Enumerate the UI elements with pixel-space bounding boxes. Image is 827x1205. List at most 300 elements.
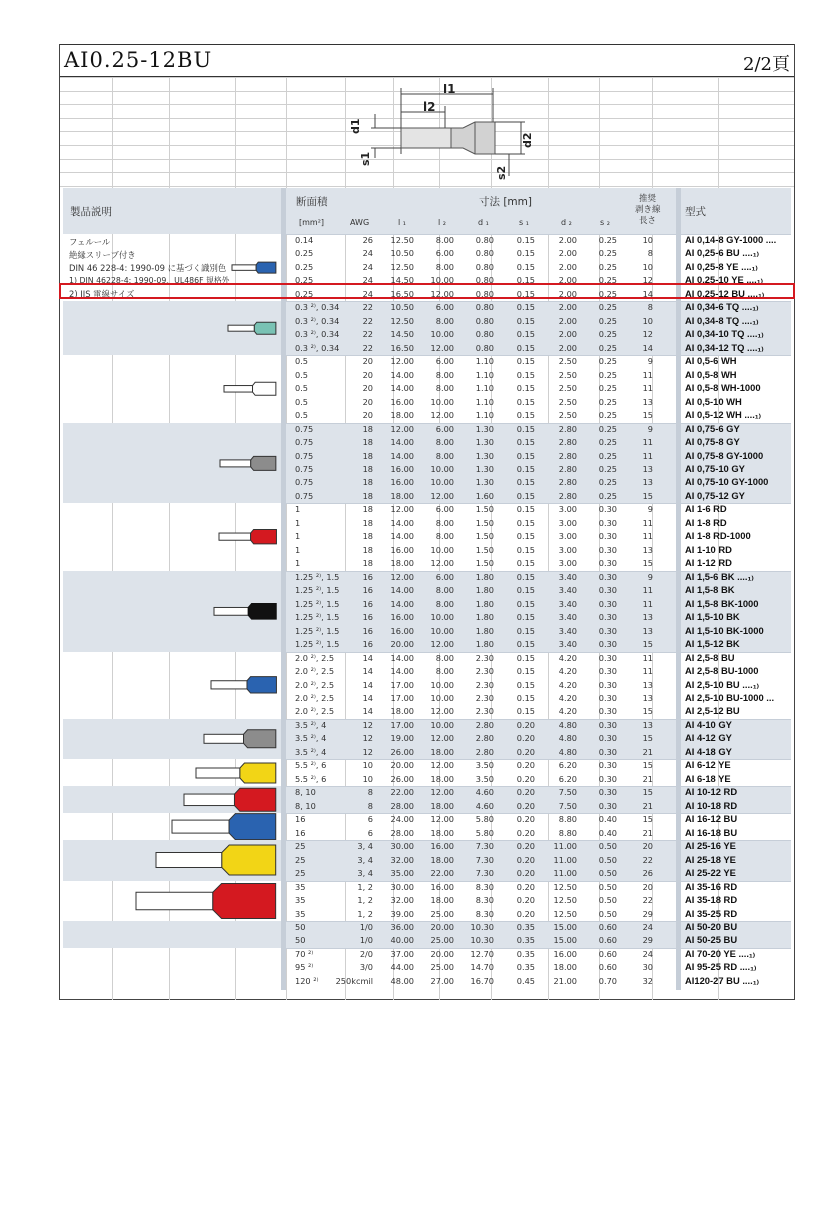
cell-s2: 0.30 — [598, 598, 617, 609]
cell-d2: 3.40 — [558, 571, 577, 582]
cell-d2: 4.20 — [558, 666, 577, 677]
cell-d2: 4.20 — [558, 692, 577, 703]
cell-s2: 0.50 — [598, 895, 617, 906]
cell-s2: 0.25 — [598, 329, 617, 340]
cell-awg: 18 — [362, 437, 373, 448]
cell-type: AI 1,5-8 BK — [685, 584, 735, 596]
cell-area: 1.25 ²⁾, 1.5 — [295, 639, 340, 650]
cell-d2: 3.00 — [558, 544, 577, 555]
cell-awg: 12 — [362, 733, 373, 744]
cell-s2: 0.30 — [598, 625, 617, 636]
cell-l1: 10.50 — [390, 248, 414, 259]
cell-l1: 16.00 — [390, 544, 414, 555]
cell-type: AI120-27 BU ....₁₎ — [685, 974, 759, 986]
cell-awg: 3, 4 — [357, 868, 373, 879]
cell-l1: 18.00 — [390, 558, 414, 569]
cell-d1: 1.30 — [475, 477, 494, 488]
cell-d1: 0.80 — [475, 329, 494, 340]
cell-strip-length: 15 — [642, 814, 653, 825]
label-d1: d1 — [349, 118, 362, 134]
cell-d1: 2.30 — [475, 652, 494, 663]
cell-awg: 18 — [362, 477, 373, 488]
cell-d2: 2.50 — [558, 396, 577, 407]
table-row — [0, 530, 827, 543]
cell-s1: 0.15 — [516, 652, 535, 663]
cell-s2: 0.25 — [598, 235, 617, 245]
cell-strip-length: 29 — [642, 908, 653, 919]
cell-area: 3.5 ²⁾, 4 — [295, 746, 327, 757]
cell-d2: 2.00 — [558, 302, 577, 313]
cell-s2: 0.60 — [598, 921, 617, 932]
cell-strip-length: 29 — [642, 935, 653, 946]
cell-s2: 0.30 — [598, 544, 617, 555]
header-area: 断面積 — [296, 196, 328, 208]
table-row — [0, 503, 827, 516]
cell-area: 1 — [295, 558, 301, 569]
cell-s1: 0.15 — [516, 625, 535, 636]
cell-d2: 2.50 — [558, 369, 577, 380]
cell-s1: 0.15 — [516, 275, 535, 286]
cell-area: 0.5 — [295, 396, 309, 407]
cell-awg: 14 — [362, 706, 373, 717]
cell-area: 0.3 ²⁾, 0.34 — [295, 329, 340, 340]
cell-area: 8, 10 — [295, 787, 316, 798]
cell-awg: 12 — [362, 746, 373, 757]
cell-d1: 3.50 — [475, 773, 494, 784]
cell-awg: 10 — [362, 760, 373, 771]
cell-type: AI 0,75-8 GY-1000 — [685, 449, 764, 461]
cell-s2: 0.25 — [598, 248, 617, 259]
cell-d1: 2.30 — [475, 666, 494, 677]
cell-d1: 1.50 — [475, 544, 494, 555]
cell-l2: 27.00 — [430, 975, 454, 986]
ferrule-color-icon — [213, 602, 277, 627]
cell-type: AI 0,25-12 BU ....₁₎ — [685, 287, 765, 299]
cell-d2: 2.00 — [558, 235, 577, 245]
cell-l2: 8.00 — [435, 652, 454, 663]
cell-d1: 1.60 — [475, 490, 494, 501]
cell-l2: 6.00 — [435, 356, 454, 367]
cell-l2: 8.00 — [435, 235, 454, 245]
cell-s1: 0.15 — [516, 517, 535, 528]
cell-l2: 10.00 — [430, 396, 454, 407]
cell-d1: 16.70 — [470, 975, 494, 986]
cell-area: 1.25 ²⁾, 1.5 — [295, 571, 340, 582]
table-row — [0, 975, 827, 988]
cell-type: AI 1-6 RD — [685, 503, 727, 515]
cell-d2: 2.80 — [558, 450, 577, 461]
cell-type: AI 1,5-12 BK — [685, 638, 740, 650]
cell-s1: 0.20 — [516, 760, 535, 771]
cell-area: 16 — [295, 827, 306, 838]
cell-s1: 0.15 — [516, 383, 535, 394]
cell-l2: 12.00 — [430, 558, 454, 569]
table-row — [0, 786, 827, 799]
cell-l1: 12.50 — [390, 315, 414, 326]
cell-l2: 16.00 — [430, 881, 454, 892]
cell-strip-length: 12 — [642, 329, 653, 340]
cell-d1: 1.50 — [475, 504, 494, 515]
cell-awg: 22 — [362, 329, 373, 340]
cell-d1: 1.30 — [475, 423, 494, 434]
table-row — [0, 557, 827, 570]
cell-d2: 2.00 — [558, 261, 577, 272]
cell-awg: 10 — [362, 773, 373, 784]
cell-l1: 12.50 — [390, 261, 414, 272]
header-type: 型式 — [685, 206, 706, 218]
cell-d2: 2.00 — [558, 288, 577, 299]
cell-s1: 0.15 — [516, 504, 535, 515]
cell-s2: 0.25 — [598, 261, 617, 272]
cell-l1: 30.00 — [390, 881, 414, 892]
cell-d1: 0.80 — [475, 342, 494, 353]
cell-strip-length: 15 — [642, 410, 653, 421]
cell-l2: 12.00 — [430, 787, 454, 798]
cell-d1: 7.30 — [475, 841, 494, 852]
cell-l1: 16.00 — [390, 477, 414, 488]
cell-l2: 18.00 — [430, 854, 454, 865]
cell-s2: 0.60 — [598, 962, 617, 973]
label-d2: d2 — [521, 132, 534, 148]
cell-d2: 15.00 — [553, 935, 577, 946]
cell-d2: 21.00 — [553, 975, 577, 986]
cell-d2: 7.50 — [558, 800, 577, 811]
cell-d2: 11.00 — [553, 841, 577, 852]
cell-s2: 0.30 — [598, 746, 617, 757]
cell-d1: 1.80 — [475, 612, 494, 623]
cell-d2: 6.20 — [558, 760, 577, 771]
cell-l1: 14.50 — [390, 329, 414, 340]
cell-d1: 5.80 — [475, 814, 494, 825]
cell-d1: 1.50 — [475, 531, 494, 542]
cell-awg: 14 — [362, 666, 373, 677]
cell-d1: 1.50 — [475, 558, 494, 569]
cell-strip-length: 30 — [642, 962, 653, 973]
cell-s1: 0.20 — [516, 841, 535, 852]
cell-d2: 3.00 — [558, 558, 577, 569]
cell-s1: 0.15 — [516, 531, 535, 542]
header-d2: d ₂ — [561, 218, 572, 227]
cell-l1: 37.00 — [390, 948, 414, 959]
cell-s2: 0.50 — [598, 881, 617, 892]
cell-s2: 0.25 — [598, 477, 617, 488]
cell-s1: 0.20 — [516, 719, 535, 730]
cell-d2: 2.80 — [558, 437, 577, 448]
table-row — [0, 234, 827, 247]
cell-l1: 14.00 — [390, 383, 414, 394]
table-row — [0, 490, 827, 503]
cell-d1: 4.60 — [475, 787, 494, 798]
table-row — [0, 611, 827, 624]
cell-strip-length: 9 — [647, 504, 653, 515]
cell-awg: 1, 2 — [357, 908, 373, 919]
cell-s2: 0.70 — [598, 975, 617, 986]
cell-type: AI 0,5-6 WH — [685, 355, 737, 367]
cell-type: AI 10-12 RD — [685, 786, 738, 798]
table-row — [0, 961, 827, 974]
table-row — [0, 544, 827, 557]
cell-l1: 48.00 — [390, 975, 414, 986]
cell-l1: 12.00 — [390, 356, 414, 367]
cell-d1: 10.30 — [470, 921, 494, 932]
cell-s1: 0.20 — [516, 895, 535, 906]
cell-s1: 0.35 — [516, 921, 535, 932]
cell-d2: 2.00 — [558, 315, 577, 326]
table-row — [0, 827, 827, 840]
cell-l1: 14.00 — [390, 437, 414, 448]
cell-awg: 18 — [362, 423, 373, 434]
cell-l1: 14.00 — [390, 585, 414, 596]
cell-type: AI 0,5-10 WH — [685, 395, 742, 407]
cell-awg: 18 — [362, 544, 373, 555]
cell-strip-length: 13 — [642, 396, 653, 407]
cell-d2: 3.40 — [558, 639, 577, 650]
cell-type: AI 1-8 RD — [685, 516, 727, 528]
table-row — [0, 921, 827, 934]
cell-l2: 6.00 — [435, 504, 454, 515]
cell-l2: 12.00 — [430, 760, 454, 771]
cell-l2: 12.00 — [430, 342, 454, 353]
cell-awg: 3, 4 — [357, 854, 373, 865]
cell-strip-length: 13 — [642, 679, 653, 690]
table-row — [0, 719, 827, 732]
cell-l1: 44.00 — [390, 962, 414, 973]
cell-d1: 10.30 — [470, 935, 494, 946]
cell-s2: 0.25 — [598, 369, 617, 380]
cell-s1: 0.15 — [516, 612, 535, 623]
cell-awg: 24 — [362, 248, 373, 259]
cell-d2: 6.20 — [558, 773, 577, 784]
cell-type: AI 35-18 RD — [685, 894, 738, 906]
table-row — [0, 517, 827, 530]
cell-s1: 0.15 — [516, 706, 535, 717]
table-row — [0, 908, 827, 921]
cell-awg: 22 — [362, 315, 373, 326]
table-row — [0, 382, 827, 395]
cell-s2: 0.30 — [598, 800, 617, 811]
cell-awg: 2/0 — [359, 948, 373, 959]
table-row — [0, 476, 827, 489]
cell-awg: 24 — [362, 288, 373, 299]
cell-l2: 8.00 — [435, 531, 454, 542]
cell-l1: 12.00 — [390, 423, 414, 434]
cell-s2: 0.50 — [598, 868, 617, 879]
cell-type: AI 4-12 GY — [685, 732, 732, 744]
cell-awg: 24 — [362, 261, 373, 272]
cell-strip-length: 21 — [642, 746, 653, 757]
cell-l2: 25.00 — [430, 908, 454, 919]
ferrule-color-icon — [218, 528, 277, 551]
cell-s1: 0.15 — [516, 571, 535, 582]
cell-awg: 8 — [367, 787, 373, 798]
cell-l1: 30.00 — [390, 841, 414, 852]
cell-s1: 0.20 — [516, 800, 535, 811]
cell-s2: 0.30 — [598, 773, 617, 784]
cell-l2: 12.00 — [430, 639, 454, 650]
cell-type: AI 50-25 BU — [685, 934, 738, 946]
cell-l1: 14.00 — [390, 531, 414, 542]
cell-type: AI 2,5-10 BU ....₁₎ — [685, 678, 759, 690]
cell-d1: 8.30 — [475, 895, 494, 906]
cell-type: AI 35-16 RD — [685, 880, 738, 892]
cell-l1: 20.00 — [390, 760, 414, 771]
cell-awg: 16 — [362, 639, 373, 650]
cell-type: AI 1,5-6 BK ....₁₎ — [685, 570, 754, 582]
cell-d2: 3.40 — [558, 625, 577, 636]
cell-s1: 0.20 — [516, 746, 535, 757]
cell-d2: 4.20 — [558, 706, 577, 717]
cell-s2: 0.30 — [598, 760, 617, 771]
cell-d1: 7.30 — [475, 868, 494, 879]
cell-s2: 0.30 — [598, 666, 617, 677]
ferrule-color-icon — [231, 261, 277, 280]
cell-l2: 10.00 — [430, 692, 454, 703]
table-row — [0, 934, 827, 947]
cell-area: 8, 10 — [295, 800, 316, 811]
label-l1: l1 — [443, 84, 456, 96]
cell-l2: 12.00 — [430, 706, 454, 717]
table-row — [0, 813, 827, 826]
cell-strip-length: 15 — [642, 639, 653, 650]
cell-d1: 1.80 — [475, 598, 494, 609]
cell-type: AI 1,5-8 BK-1000 — [685, 597, 759, 609]
cell-area: 2.0 ²⁾, 2.5 — [295, 706, 335, 717]
cell-l1: 14.50 — [390, 275, 414, 286]
cell-l2: 8.00 — [435, 315, 454, 326]
table-row — [0, 652, 827, 665]
cell-s2: 0.30 — [598, 612, 617, 623]
cell-area: 0.3 ²⁾, 0.34 — [295, 342, 340, 353]
cell-type: AI 0,75-10 GY-1000 — [685, 476, 769, 488]
cell-s1: 0.15 — [516, 450, 535, 461]
cell-s1: 0.15 — [516, 410, 535, 421]
cell-awg: 16 — [362, 571, 373, 582]
cell-awg: 8 — [367, 800, 373, 811]
cell-awg: 18 — [362, 504, 373, 515]
cell-s1: 0.15 — [516, 666, 535, 677]
cell-area: 1.25 ²⁾, 1.5 — [295, 625, 340, 636]
cell-awg: 26 — [362, 235, 373, 245]
cell-l2: 10.00 — [430, 679, 454, 690]
cell-s2: 0.25 — [598, 437, 617, 448]
table-row — [0, 584, 827, 597]
cell-s1: 0.15 — [516, 692, 535, 703]
cell-d1: 2.30 — [475, 706, 494, 717]
cell-type: AI 0,5-8 WH-1000 — [685, 382, 761, 394]
cell-awg: 16 — [362, 625, 373, 636]
cell-l2: 8.00 — [435, 369, 454, 380]
cell-l2: 12.00 — [430, 733, 454, 744]
cell-l1: 14.00 — [390, 666, 414, 677]
ferrule-dimension-diagram — [345, 84, 535, 184]
cell-d2: 8.80 — [558, 827, 577, 838]
cell-area: 0.5 — [295, 369, 309, 380]
cell-awg: 24 — [362, 275, 373, 286]
cell-strip-length: 10 — [642, 235, 653, 245]
cell-d2: 15.00 — [553, 921, 577, 932]
cell-s2: 0.30 — [598, 706, 617, 717]
cell-d1: 1.10 — [475, 410, 494, 421]
cell-l2: 10.00 — [430, 463, 454, 474]
cell-awg: 20 — [362, 383, 373, 394]
cell-l1: 16.00 — [390, 625, 414, 636]
cell-strip-length: 21 — [642, 827, 653, 838]
cell-s1: 0.15 — [516, 302, 535, 313]
cell-l2: 10.00 — [430, 477, 454, 488]
cell-d1: 8.30 — [475, 881, 494, 892]
cell-awg: 20 — [362, 410, 373, 421]
cell-s2: 0.25 — [598, 288, 617, 299]
cell-area: 0.75 — [295, 423, 314, 434]
table-row — [0, 463, 827, 476]
cell-l1: 28.00 — [390, 800, 414, 811]
cell-type: AI 4-18 GY — [685, 745, 732, 757]
cell-s1: 0.20 — [516, 854, 535, 865]
cell-s1: 0.15 — [516, 248, 535, 259]
cell-area: 0.75 — [295, 477, 314, 488]
cell-area: 0.75 — [295, 450, 314, 461]
cell-l1: 14.00 — [390, 652, 414, 663]
cell-s1: 0.20 — [516, 881, 535, 892]
cell-l1: 17.00 — [390, 719, 414, 730]
cell-s1: 0.15 — [516, 315, 535, 326]
table-row — [0, 759, 827, 772]
cell-l1: 12.00 — [390, 571, 414, 582]
column-separator-right — [676, 188, 681, 990]
cell-l2: 16.00 — [430, 841, 454, 852]
cell-d2: 2.50 — [558, 356, 577, 367]
table-row — [0, 450, 827, 463]
cell-area: 0.25 — [295, 248, 314, 259]
cell-d1: 14.70 — [470, 962, 494, 973]
cell-strip-length: 11 — [642, 652, 653, 663]
cell-l1: 14.00 — [390, 450, 414, 461]
cell-type: AI 0,5-12 WH ....₁₎ — [685, 409, 761, 421]
cell-l2: 8.00 — [435, 585, 454, 596]
cell-type: AI 2,5-8 BU — [685, 651, 735, 663]
ferrule-color-icon — [210, 675, 277, 701]
cell-d2: 4.20 — [558, 679, 577, 690]
cell-area: 0.14 — [295, 235, 314, 245]
cell-type: AI 2,5-10 BU-1000 ... — [685, 691, 775, 703]
cell-s1: 0.15 — [516, 329, 535, 340]
cell-awg: 20 — [362, 356, 373, 367]
table-row — [0, 369, 827, 382]
cell-l2: 8.00 — [435, 437, 454, 448]
cell-s2: 0.25 — [598, 275, 617, 286]
cell-l1: 14.00 — [390, 517, 414, 528]
cell-area: 1 — [295, 517, 301, 528]
cell-area: 1.25 ²⁾, 1.5 — [295, 598, 340, 609]
cell-d1: 12.70 — [470, 948, 494, 959]
cell-type: AI 2,5-12 BU — [685, 705, 740, 717]
cell-d2: 12.50 — [553, 908, 577, 919]
cell-awg: 18 — [362, 463, 373, 474]
header-strip-1: 推奨 — [639, 194, 657, 204]
cell-s1: 0.15 — [516, 356, 535, 367]
cell-s1: 0.15 — [516, 544, 535, 555]
cell-type: AI 0,25-8 YE ....₁₎ — [685, 260, 758, 272]
label-l2: l2 — [423, 100, 436, 114]
grid-row-line — [60, 186, 794, 187]
cell-s2: 0.30 — [598, 787, 617, 798]
cell-type: AI 0,75-10 GY — [685, 462, 745, 474]
table-row — [0, 423, 827, 436]
description-line: フェルール — [69, 237, 111, 247]
table-row — [0, 679, 827, 692]
cell-awg: 22 — [362, 302, 373, 313]
cell-strip-length: 24 — [642, 921, 653, 932]
